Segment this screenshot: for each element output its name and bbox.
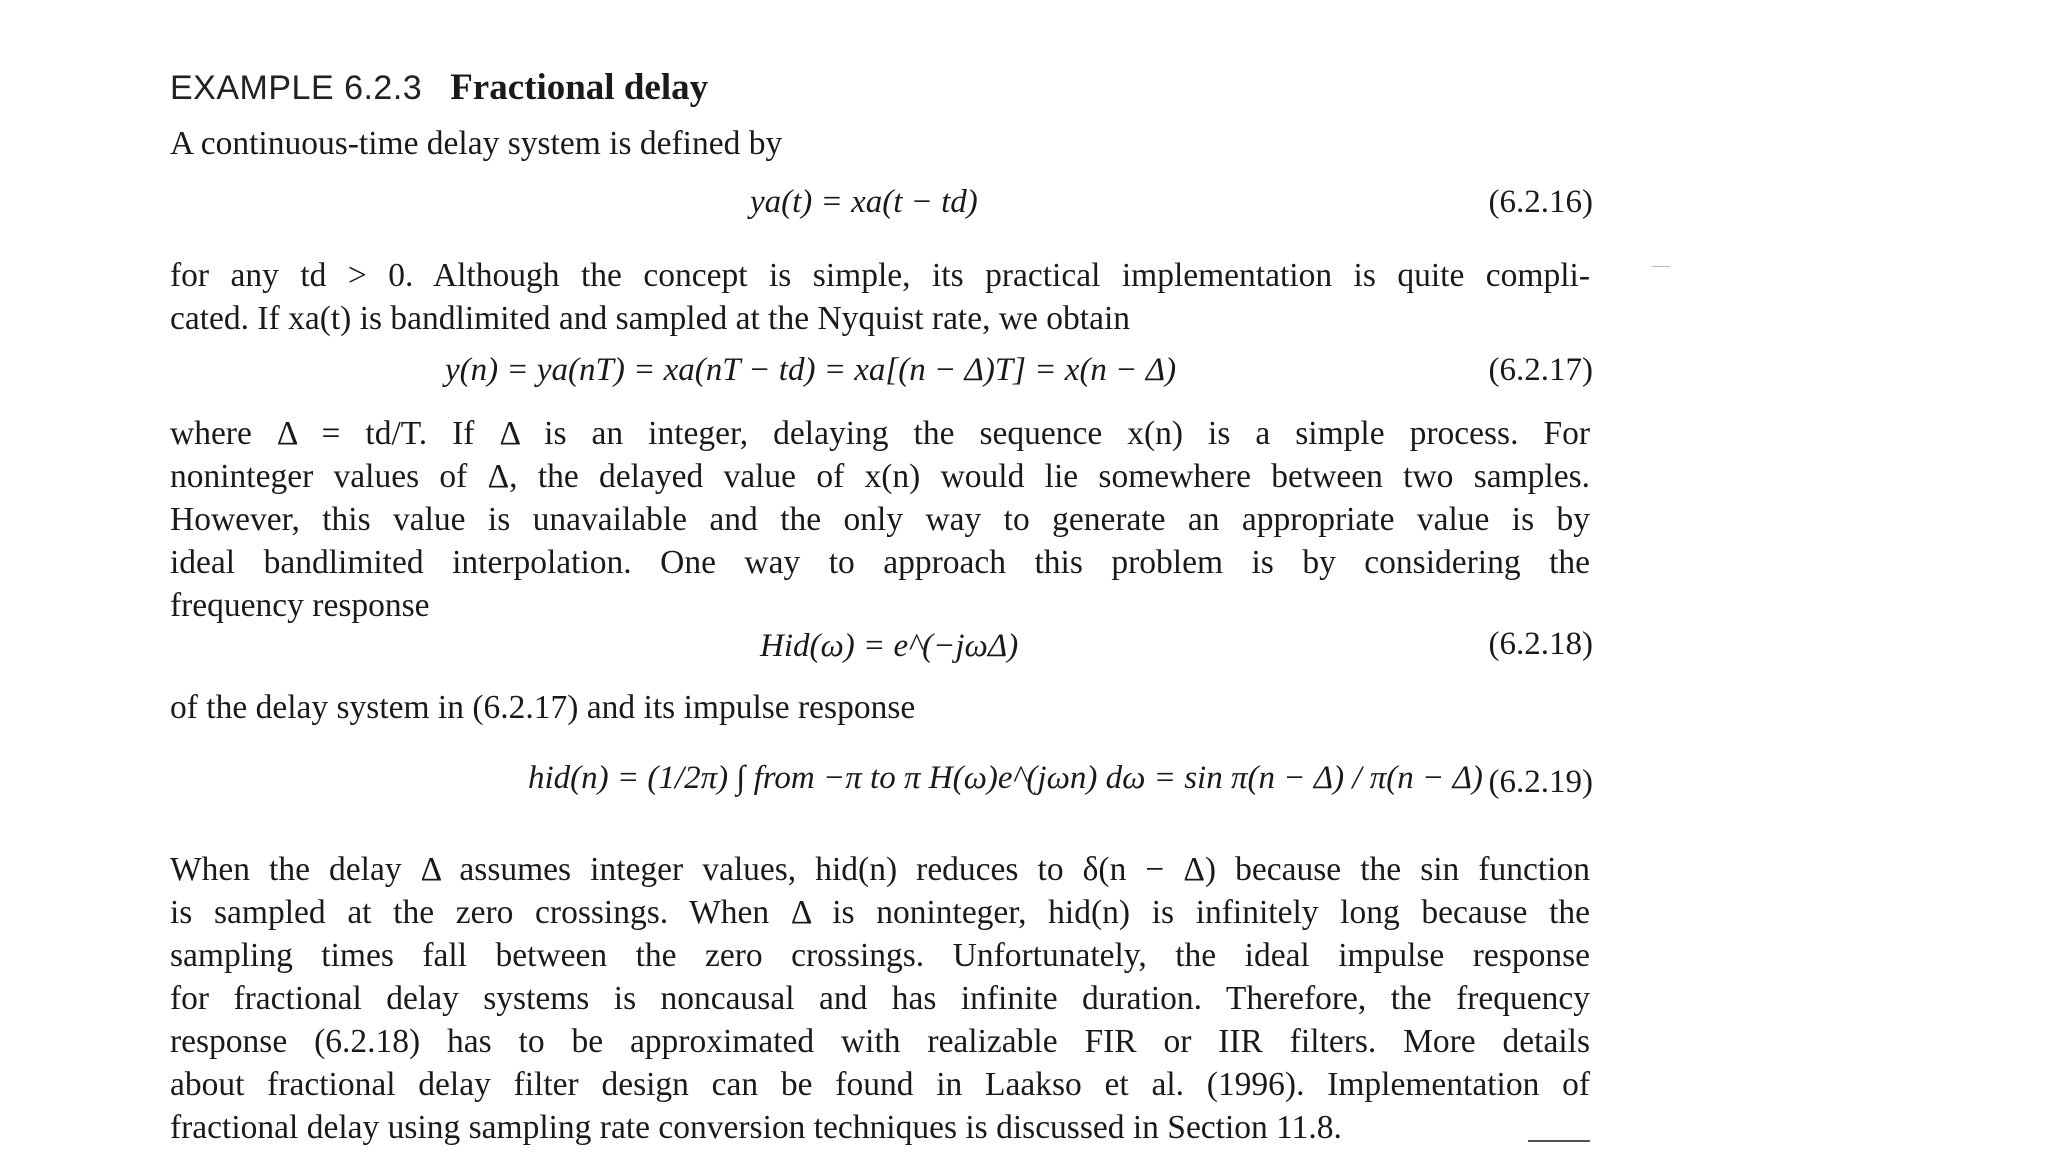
equation-6-2-17-text: y(n) = ya(nT) = xa(nT − td) = xa[(n − Δ)T] = x(n − Δ) bbox=[445, 352, 1177, 388]
paragraph-3 bbox=[170, 686, 1590, 729]
paragraph-4-line-1: When the delay Δ assumes integer values, hid(n) reduces to δ(n − Δ) because the sin function bbox=[170, 851, 1590, 888]
equation-6-2-18 bbox=[760, 628, 1018, 665]
page-bottom-rule bbox=[1528, 1140, 1590, 1142]
equation-6-2-19 bbox=[528, 760, 1483, 797]
example-title: Fractional delay bbox=[450, 67, 709, 108]
paragraph-4-line-3: sampling times fall between the zero crossings. Unfortunately, the ideal impulse response bbox=[170, 937, 1590, 974]
paragraph-4-line-5: response (6.2.18) has to be approximated with realizable FIR or IIR filters. More details bbox=[170, 1023, 1590, 1060]
paragraph-2-line-3: However, this value is unavailable and the only way to generate an appropriate value is by bbox=[170, 501, 1590, 538]
equation-number-6-2-19: (6.2.19) bbox=[1488, 764, 1593, 800]
paragraph-2-line-1: where Δ = td/T. If Δ is an integer, delaying the sequence x(n) is a simple process. For bbox=[170, 415, 1590, 452]
example-label: EXAMPLE 6.2.3 bbox=[170, 69, 423, 107]
paragraph-2-line-5: frequency response bbox=[170, 587, 430, 624]
equation-6-2-16-text: ya(t) = xa(t − td) bbox=[750, 184, 978, 220]
paragraph-1 bbox=[170, 254, 1590, 340]
equation-6-2-18-text: Hid(ω) = e^(−jωΔ) bbox=[760, 628, 1019, 664]
intro-paragraph bbox=[170, 122, 1590, 165]
paragraph-1-line-1: for any td > 0. Although the concept is simple, its practical implementation is quite compli- bbox=[170, 257, 1590, 294]
equation-number-6-2-16: (6.2.16) bbox=[1488, 184, 1593, 220]
paragraph-4-line-2: is sampled at the zero crossings. When Δ is noninteger, hid(n) is infinitely long because the bbox=[170, 894, 1590, 931]
paragraph-4 bbox=[170, 848, 1590, 1149]
equation-6-2-17 bbox=[445, 352, 1176, 389]
paragraph-4-line-6: about fractional delay filter design can be found in Laakso et al. (1996). Implementation of bbox=[170, 1066, 1590, 1103]
equation-6-2-16 bbox=[750, 184, 978, 221]
paragraph-2 bbox=[170, 412, 1590, 627]
equation-number-6-2-17: (6.2.17) bbox=[1488, 352, 1593, 388]
equation-6-2-19-text: hid(n) = (1/2π) ∫ from −π to π H(ω)e^(jωn) dω = sin π(n − Δ) / π(n − Δ) bbox=[528, 760, 1483, 796]
paragraph-3-text: of the delay system in (6.2.17) and its impulse response bbox=[170, 689, 916, 726]
paragraph-2-line-2: noninteger values of Δ, the delayed value of x(n) would lie somewhere between two samples. bbox=[170, 458, 1590, 495]
intro-text: A continuous-time delay system is defined by bbox=[170, 125, 783, 162]
equation-number-6-2-18: (6.2.18) bbox=[1488, 626, 1593, 662]
margin-mark bbox=[1652, 266, 1670, 267]
paragraph-2-line-4: ideal bandlimited interpolation. One way to approach this problem is by considering the bbox=[170, 544, 1590, 581]
paragraph-4-line-4: for fractional delay systems is noncausal and has infinite duration. Therefore, the frequency bbox=[170, 980, 1590, 1017]
paragraph-1-line-2: cated. If xa(t) is bandlimited and sampled at the Nyquist rate, we obtain bbox=[170, 300, 1131, 337]
example-heading bbox=[170, 66, 708, 109]
paragraph-4-line-7: fractional delay using sampling rate conversion techniques is discussed in Section 11.8. bbox=[170, 1109, 1342, 1146]
